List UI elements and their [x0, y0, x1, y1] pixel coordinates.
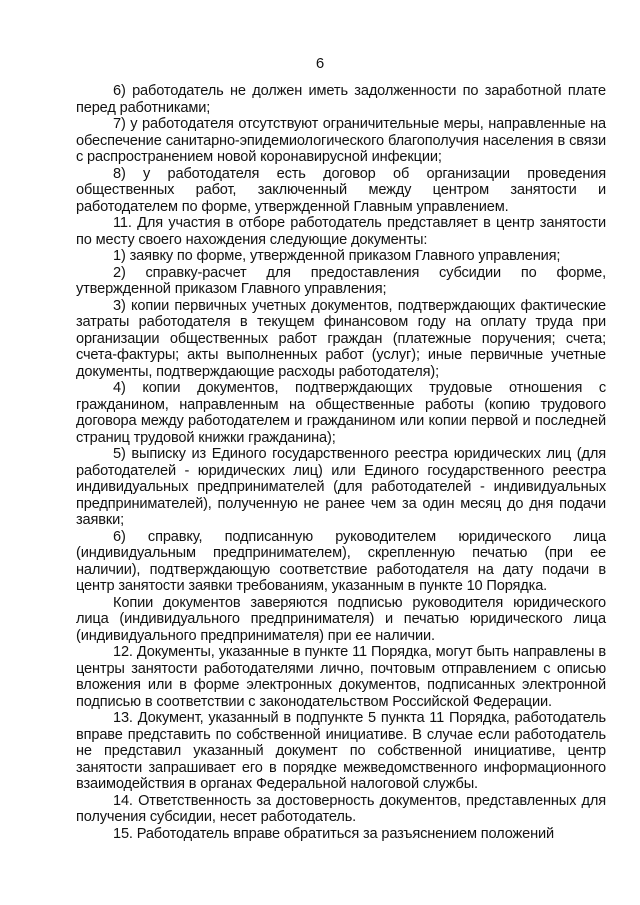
page-number: 6 [315, 55, 325, 72]
paragraph-document-6: 6) справку, подписанную руководителем юридического лица (индивидуальным предпринимателем), скрепленную печатью (при ее наличии), подтверждающую соответствие работодателя на дату подачи в центр занятости заявки требованиям, указанным в пункте 10 Порядка. [76, 528, 606, 594]
paragraph-clause-11: 11. Для участия в отборе работодатель представляет в центр занятости по месту своего нахождения следующие документы: [76, 215, 606, 248]
paragraph-item-7: 7) у работодателя отсутствуют ограничительные меры, направленные на обеспечение санитарно-эпидемиологического благополучия населения в связи с распространением новой коронавирусной инфекции; [76, 116, 606, 165]
paragraph-clause-12: 12. Документы, указанные в пункте 11 Порядка, могут быть направлены в центры занятости работодателями лично, почтовым отправлением с описью вложения или в форме электронных документов, подписанных электронной подписью в соответствии с законодательством Российской Федерации. [76, 644, 606, 710]
paragraph-item-8: 8) у работодателя есть договор об организации проведения общественных работ, заключенный между центром занятости и работодателем по форме, утвержденной Главным управлением. [76, 165, 606, 215]
paragraph-document-3: 3) копии первичных учетных документов, подтверждающих фактические затраты работодателя в текущем финансовом году на оплату труда при организации общественных работ граждан (платежные поручения; счета; счета-фактуры; акты выполненных работ (услуг); иные первичные учетные документы, подтверждающие расходы работодателя); [76, 297, 606, 380]
paragraph-document-4: 4) копии документов, подтверждающих трудовые отношения с гражданином, направленным на общественные работы (копию трудового договора между работодателем и гражданином или копии первой и последней страниц трудовой книжки гражданина); [76, 380, 606, 446]
paragraph-document-5: 5) выписку из Единого государственного реестра юридических лиц (для работодателей - юридических лиц) или Единого государственного реестра индивидуальных предпринимателей (для работодателей - индивидуальных предпринимателей), полученную не ранее чем за один месяц до дня подачи заявки; [76, 446, 606, 528]
paragraph-document-2: 2) справку-расчет для предоставления субсидии по форме, утвержденной приказом Главного управления; [76, 264, 606, 297]
document-body [76, 83, 606, 842]
paragraph-item-6: 6) работодатель не должен иметь задолженности по заработной плате перед работниками; [76, 83, 606, 116]
paragraph-document-1: 1) заявку по форме, утвержденной приказом Главного управления; [113, 248, 561, 264]
paragraph-clause-15: 15. Работодатель вправе обратиться за разъяснением положений [113, 825, 555, 842]
paragraph-clause-14: 14. Ответственность за достоверность документов, представленных для получения субсидии, несет работодатель. [76, 792, 606, 825]
paragraph-copies-certification: Копии документов заверяются подписью руководителя юридического лица (индивидуального предпринимателя) и печатью юридического лица (индивидуального предпринимателя) при ее наличии. [76, 594, 606, 644]
paragraph-clause-13: 13. Документ, указанный в подпункте 5 пункта 11 Порядка, работодатель вправе представить по собственной инициативе. В случае если работодатель не представил указанный документ по собственной инициативе, центр занятости запрашивает его в порядке межведомственного информационного взаимодействия в органах Федеральной налоговой службы. [76, 710, 606, 792]
